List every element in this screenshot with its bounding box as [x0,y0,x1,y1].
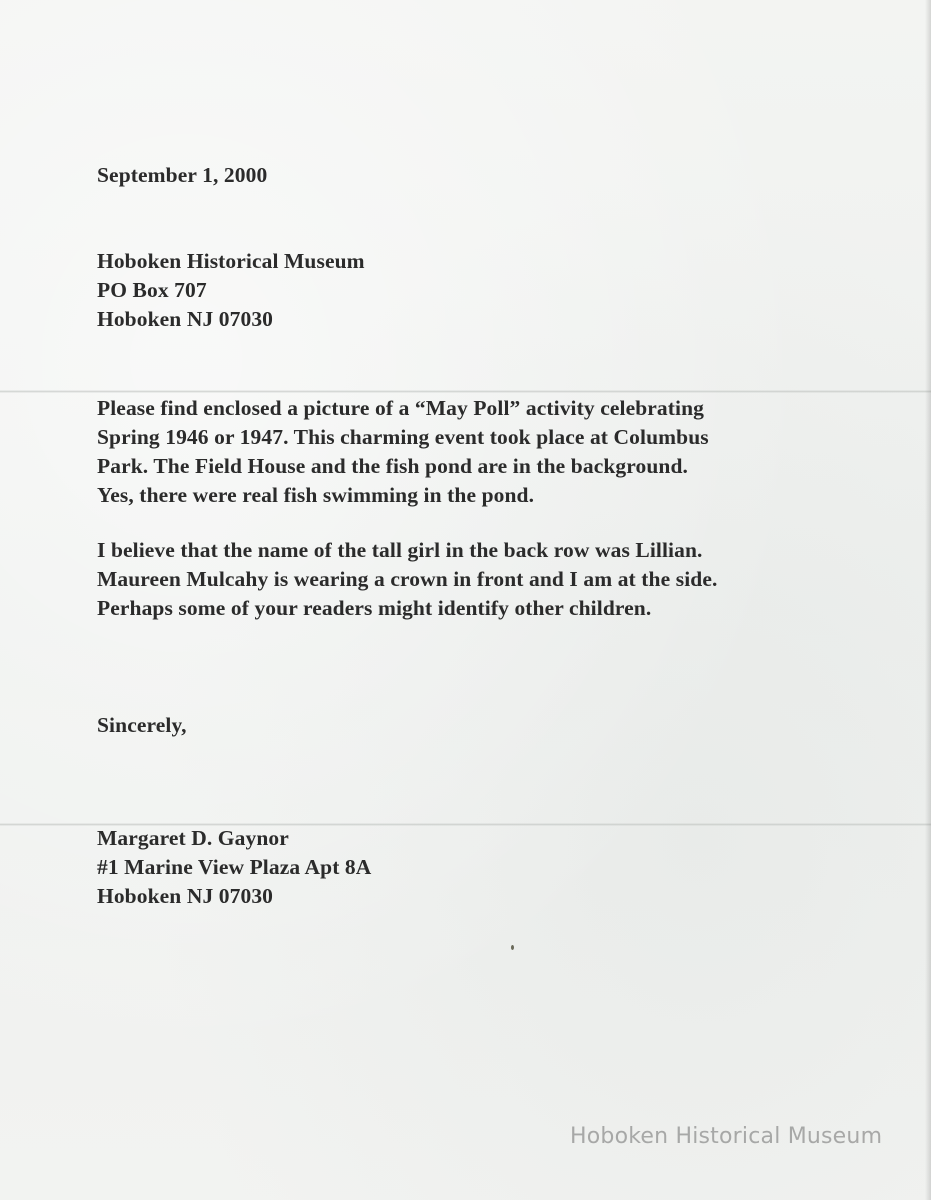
sender-line: Margaret D. Gaynor [97,826,289,850]
letter-closing: Sincerely, [97,713,187,737]
paragraph-line: Please find enclosed a picture of a “May Poll” activity celebrating [97,396,705,420]
paragraph-line: Spring 1946 or 1947. This charming event took place at Columbus [97,425,709,449]
paper-speck [511,945,514,950]
recipient-line: Hoboken Historical Museum [97,249,365,273]
museum-watermark: Hoboken Historical Museum [570,1124,883,1149]
recipient-line: Hoboken NJ 07030 [97,307,274,331]
paper-fold-upper [0,390,931,393]
recipient-line: PO Box 707 [97,278,207,302]
paper-edge-shadow [925,0,931,1200]
paragraph-may-poll [97,394,709,510]
paragraph-line: Yes, there were real fish swimming in the pond. [97,483,535,507]
paragraph-line: I believe that the name of the tall girl in the back row was Lillian. [97,538,703,562]
letter-date: September 1, 2000 [97,163,268,187]
paragraph-line: Park. The Field House and the fish pond are in the background. [97,454,689,478]
sender-address [97,824,371,911]
paragraph-line: Maureen Mulcahy is wearing a crown in front and I am at the side. [97,567,718,591]
sender-line: Hoboken NJ 07030 [97,884,274,908]
recipient-address [97,247,365,334]
paragraph-line: Perhaps some of your readers might identify other children. [97,596,652,620]
paragraph-identification [97,536,717,623]
sender-line: #1 Marine View Plaza Apt 8A [97,855,372,879]
